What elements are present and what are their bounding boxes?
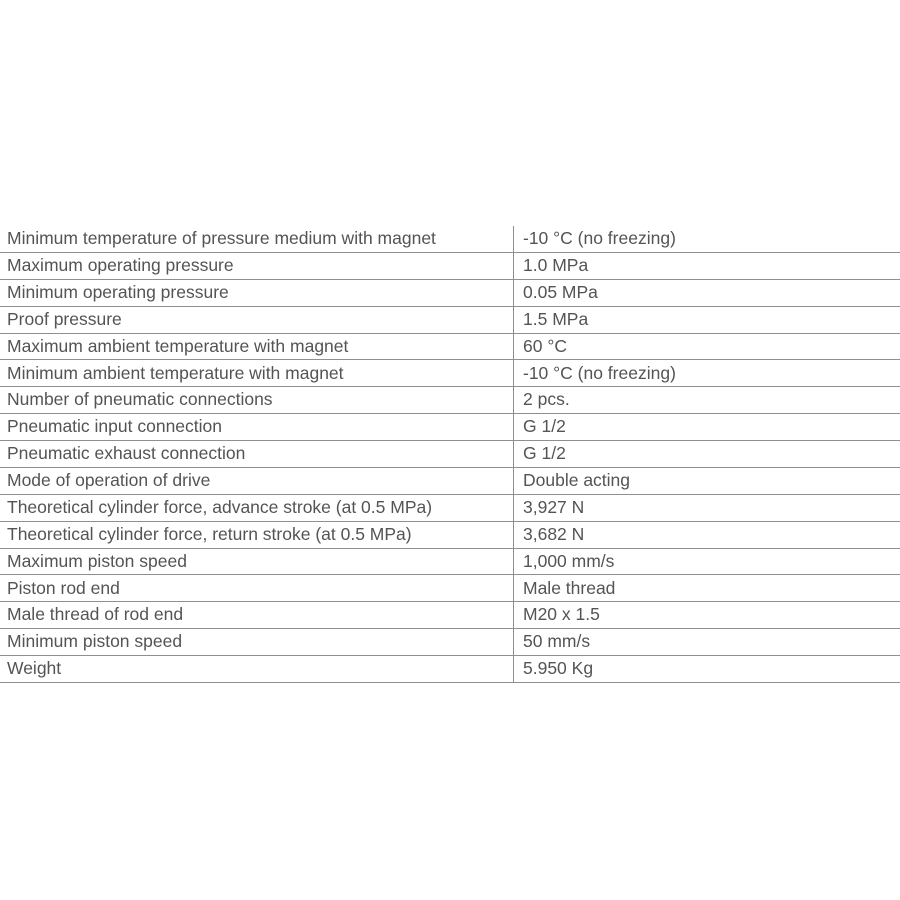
spec-label-cell: Maximum operating pressure <box>7 255 234 276</box>
spec-value-cell: Double acting <box>513 468 900 494</box>
spec-table <box>0 226 900 683</box>
spec-value-cell: 2 pcs. <box>513 387 900 413</box>
table-row <box>0 253 900 280</box>
table-row <box>0 334 900 361</box>
spec-label-cell: Male thread of rod end <box>7 604 184 625</box>
spec-value-cell: 5.950 Kg <box>513 656 900 682</box>
spec-value-cell: -10 °C (no freezing) <box>513 360 900 386</box>
spec-label-cell: Minimum temperature of pressure medium with magnet <box>7 228 436 249</box>
spec-value-cell: 3,682 N <box>513 522 900 548</box>
spec-label-cell: Number of pneumatic connections <box>7 389 273 410</box>
table-row <box>0 387 900 414</box>
spec-label-cell: Minimum operating pressure <box>7 281 229 302</box>
spec-label-cell: Piston rod end <box>7 577 120 598</box>
spec-label-cell: Proof pressure <box>7 308 122 329</box>
table-row <box>0 549 900 576</box>
spec-value-cell: G 1/2 <box>513 441 900 467</box>
spec-label-cell: Theoretical cylinder force, advance stroke (at 0.5 MPa) <box>7 496 433 517</box>
spec-label-cell: Maximum piston speed <box>7 550 187 571</box>
spec-value-cell: G 1/2 <box>513 414 900 440</box>
spec-value-cell: 60 °C <box>513 334 900 360</box>
table-row <box>0 468 900 495</box>
spec-value-cell: 0.05 MPa <box>513 280 900 306</box>
spec-label-cell: Mode of operation of drive <box>7 470 211 491</box>
spec-label-cell: Pneumatic input connection <box>7 416 222 437</box>
table-row <box>0 226 900 253</box>
spec-value-cell: 3,927 N <box>513 495 900 521</box>
table-row <box>0 522 900 549</box>
table-row <box>0 629 900 656</box>
table-row <box>0 495 900 522</box>
table-row <box>0 280 900 307</box>
spec-value-cell: 1.0 MPa <box>513 253 900 279</box>
table-row <box>0 360 900 387</box>
spec-label-cell: Pneumatic exhaust connection <box>7 443 246 464</box>
spec-label-cell: Minimum ambient temperature with magnet <box>7 362 344 383</box>
spec-label-cell: Weight <box>7 658 62 679</box>
table-row <box>0 414 900 441</box>
table-row <box>0 441 900 468</box>
spec-label-cell: Theoretical cylinder force, return stroke (at 0.5 MPa) <box>7 523 412 544</box>
spec-label-cell: Maximum ambient temperature with magnet <box>7 335 349 356</box>
table-row <box>0 307 900 334</box>
spec-value-cell: M20 x 1.5 <box>513 602 900 628</box>
table-row <box>0 575 900 602</box>
spec-label-cell: Minimum piston speed <box>7 631 183 652</box>
spec-value-cell: 1,000 mm/s <box>513 549 900 575</box>
spec-value-cell: -10 °C (no freezing) <box>513 226 900 252</box>
table-row <box>0 656 900 683</box>
spec-value-cell: Male thread <box>513 575 900 601</box>
spec-value-cell: 50 mm/s <box>513 629 900 655</box>
spec-value-cell: 1.5 MPa <box>513 307 900 333</box>
table-row <box>0 602 900 629</box>
